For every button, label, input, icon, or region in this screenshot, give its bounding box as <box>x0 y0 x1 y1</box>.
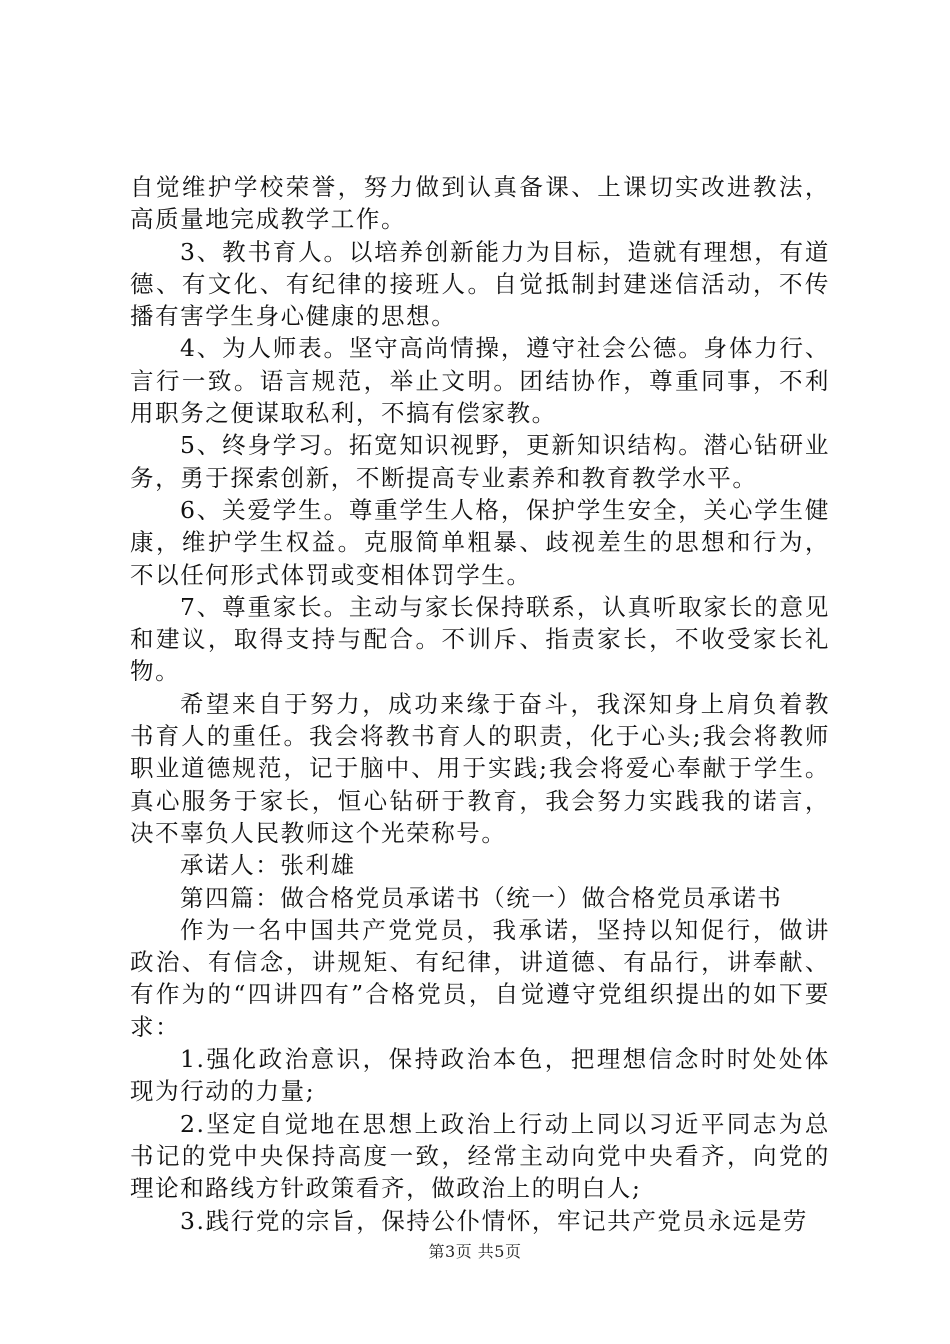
paragraph-intro: 作为一名中国共产党党员，我承诺，坚持以知促行，做讲政治、有信念，讲规矩、有纪律，讲道德、有品行，讲奉献、有作为的“四讲四有”合格党员，自觉遵守党组织提出的如下要求： <box>130 915 830 1041</box>
signature-line: 承诺人：张利雄 <box>180 851 356 880</box>
paragraph-item-4: 4、为人师表。坚守高尚情操，遵守社会公德。身体力行、言行一致。语言规范，举止文明。团结协作，尊重同事，不利用职务之便谋取私利，不搞有偿家教。 <box>130 334 830 428</box>
paragraph-item-5: 5、终身学习。拓宽知识视野，更新知识结构。潜心钻研业务，勇于探索创新，不断提高专业素养和教育教学水平。 <box>130 431 830 492</box>
paragraph-requirement-1: 1.强化政治意识，保持政治本色，把理想信念时时处处体现为行动的力量; <box>130 1045 830 1106</box>
section-heading: 第四篇：做合格党员承诺书（统一）做合格党员承诺书 <box>180 883 783 912</box>
paragraph-requirement-2: 2.坚定自觉地在思想上政治上行动上同以习近平同志为总书记的党中央保持高度一致，经常主动向党中央看齐，向党的理论和路线方针政策看齐，做政治上的明白人; <box>130 1109 830 1203</box>
paragraph-closing: 希望来自于努力，成功来缘于奋斗，我深知身上肩负着教书育人的重任。我会将教书育人的职责，化于心头;我会将教师职业道德规范，记于脑中、用于实践;我会将爱心奉献于学生。真心服务于家长，恒心钻研于教育，我会努力实践我的诺言，决不辜负人民教师这个光荣称号。 <box>130 689 830 847</box>
paragraph-item-6: 6、关爱学生。尊重学生人格，保护学生安全，关心学生健康，维护学生权益。克服简单粗暴、歧视差生的思想和行为，不以任何形式体罚或变相体罚学生。 <box>130 495 830 589</box>
paragraph-item-7: 7、尊重家长。主动与家长保持联系，认真听取家长的意见和建议，取得支持与配合。不训斥、指责家长，不收受家长礼物。 <box>130 592 830 686</box>
paragraph-item-3: 3、教书育人。以培养创新能力为目标，造就有理想，有道德、有文化、有纪律的接班人。自觉抵制封建迷信活动，不传播有害学生身心健康的思想。 <box>130 237 830 331</box>
document-body <box>130 171 830 1237</box>
paragraph-continuation: 自觉维护学校荣誉，努力做到认真备课、上课切实改进教法，高质量地完成教学工作。 <box>130 173 830 234</box>
paragraph-requirement-3: 3.践行党的宗旨，保持公仆情怀，牢记共产党员永远是劳 <box>180 1206 809 1235</box>
page-footer: 第3页 共5页 <box>428 1242 522 1261</box>
